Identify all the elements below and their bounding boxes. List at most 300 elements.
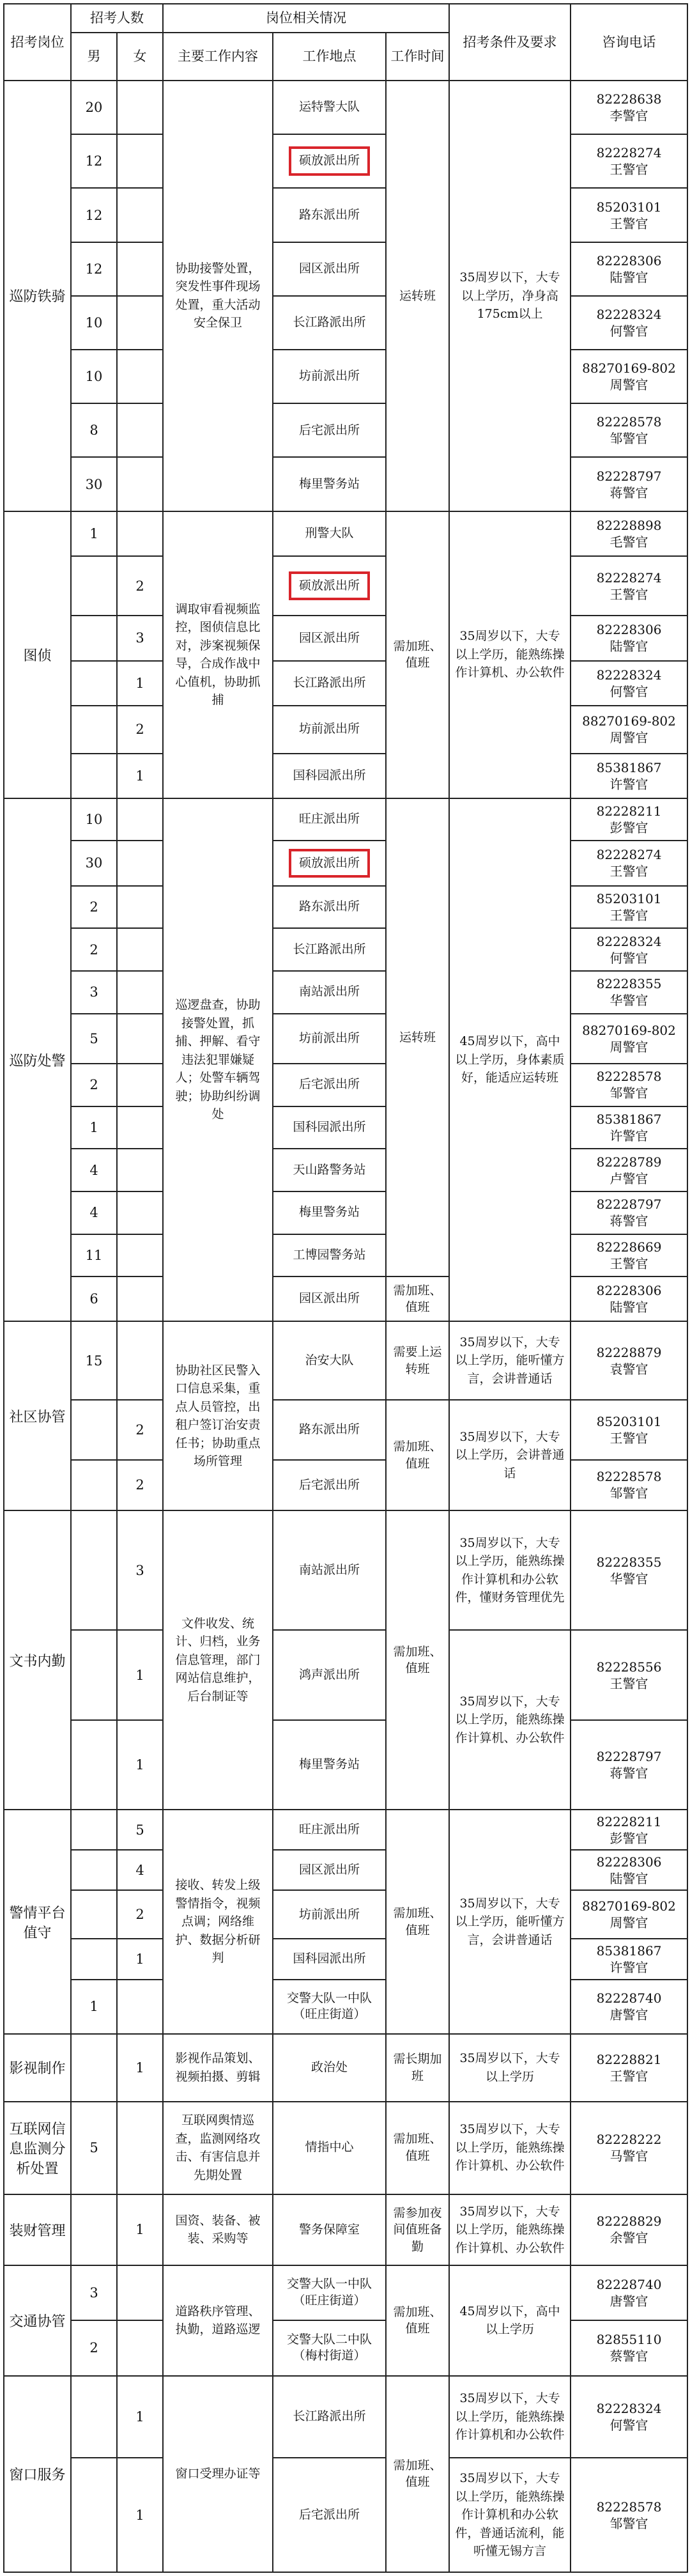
male-count: 5 bbox=[71, 1014, 117, 1064]
contact-officer: 何警官 bbox=[610, 950, 648, 966]
male-count: 4 bbox=[71, 1149, 117, 1191]
contact-phone: 82228829 bbox=[596, 2214, 662, 2230]
contact-officer: 周警官 bbox=[610, 1915, 648, 1931]
highlighted-location: 硕放派出所 bbox=[289, 571, 370, 601]
location-cell bbox=[273, 556, 386, 616]
female-count bbox=[117, 457, 163, 511]
male-count bbox=[71, 1720, 117, 1810]
female-count bbox=[117, 2320, 163, 2376]
contact-phone: 82228306 bbox=[596, 622, 662, 638]
contact-cell bbox=[571, 1850, 687, 1890]
location-cell bbox=[273, 1191, 386, 1234]
male-count bbox=[71, 2194, 117, 2266]
contact-cell bbox=[571, 1149, 687, 1191]
contact-phone: 82228578 bbox=[596, 1469, 662, 1485]
contact-officer: 彭警官 bbox=[610, 820, 648, 836]
contact-cell bbox=[571, 296, 687, 350]
table-row bbox=[4, 886, 687, 929]
table-row bbox=[4, 616, 687, 660]
table-row bbox=[4, 1064, 687, 1106]
female-count bbox=[117, 242, 163, 296]
location-cell bbox=[273, 1149, 386, 1191]
requirement-cell: 35周岁以下，大专以上学历，能听懂方言，会讲普通话 bbox=[449, 1810, 571, 2034]
contact-cell bbox=[571, 754, 687, 798]
male-count bbox=[71, 2376, 117, 2458]
location-label: 后宅派出所 bbox=[298, 1077, 360, 1092]
contact-officer: 周警官 bbox=[610, 377, 648, 393]
duty-cell: 互联网舆情巡查，监测网络攻击、有害信息并先期处置 bbox=[163, 2102, 273, 2194]
contact-cell bbox=[571, 1276, 687, 1321]
female-count bbox=[117, 841, 163, 885]
male-count: 30 bbox=[71, 841, 117, 885]
location-label: 国科园派出所 bbox=[293, 768, 366, 782]
location-cell bbox=[273, 1720, 386, 1810]
contact-phone: 82855110 bbox=[596, 2332, 662, 2348]
male-count bbox=[71, 706, 117, 754]
table-row bbox=[4, 2458, 687, 2572]
table-row bbox=[4, 1234, 687, 1277]
contact-cell bbox=[571, 1191, 687, 1234]
contact-cell bbox=[571, 511, 687, 556]
table-row bbox=[4, 754, 687, 798]
contact-cell bbox=[571, 188, 687, 242]
table-row bbox=[4, 1106, 687, 1149]
contact-cell bbox=[571, 2194, 687, 2266]
male-count: 1 bbox=[71, 1980, 117, 2035]
female-count: 1 bbox=[117, 1630, 163, 1719]
location-label: 治安大队 bbox=[305, 1353, 354, 1367]
location-cell bbox=[273, 296, 386, 350]
location-label: 坊前派出所 bbox=[298, 722, 360, 736]
header-contact: 咨询电话 bbox=[571, 4, 687, 81]
table-row bbox=[4, 350, 687, 403]
location-label: 鸿声派出所 bbox=[298, 1667, 360, 1682]
contact-cell bbox=[571, 971, 687, 1014]
contact-officer: 王警官 bbox=[610, 215, 648, 231]
contact-cell bbox=[571, 81, 687, 134]
table-row bbox=[4, 556, 687, 616]
contact-phone: 82228324 bbox=[596, 667, 662, 683]
location-cell bbox=[273, 886, 386, 929]
table-row bbox=[4, 2320, 687, 2376]
duty-cell: 调取审看视频监控，图侦信息比对，涉案视频保导，合成作战中心值机，协助抓捕 bbox=[163, 511, 273, 798]
location-cell bbox=[273, 2265, 386, 2320]
contact-officer: 彭警官 bbox=[610, 1830, 648, 1846]
location-label: 南站派出所 bbox=[298, 984, 360, 999]
contact-cell bbox=[571, 2376, 687, 2458]
location-cell bbox=[273, 928, 386, 971]
contact-officer: 蔡警官 bbox=[610, 2348, 648, 2364]
header-female: 女 bbox=[117, 33, 163, 81]
table-row bbox=[4, 798, 687, 841]
male-count bbox=[71, 1810, 117, 1850]
contact-cell bbox=[571, 2034, 687, 2101]
location-cell bbox=[273, 1850, 386, 1890]
contact-phone: 88270169-802 bbox=[582, 1898, 676, 1914]
table-row bbox=[4, 2265, 687, 2320]
contact-officer: 何警官 bbox=[610, 323, 648, 339]
contact-phone: 85381867 bbox=[596, 759, 662, 775]
contact-cell bbox=[571, 1014, 687, 1064]
recruitment-table bbox=[3, 3, 688, 2573]
contact-cell bbox=[571, 242, 687, 296]
requirement-cell: 45周岁以下，高中以上学历，身体素质好，能适应运转班 bbox=[449, 798, 571, 1322]
location-cell bbox=[273, 1064, 386, 1106]
contact-officer: 华警官 bbox=[610, 1571, 648, 1587]
contact-phone: 82228274 bbox=[596, 145, 662, 161]
work-time-cell: 需加班、值班 bbox=[386, 2376, 449, 2572]
contact-officer: 王警官 bbox=[610, 162, 648, 178]
contact-phone: 82228355 bbox=[596, 1554, 662, 1570]
female-count bbox=[117, 1106, 163, 1149]
header-position: 招考岗位 bbox=[4, 4, 71, 81]
category-cell: 交通协管 bbox=[4, 2265, 71, 2375]
contact-cell bbox=[571, 706, 687, 754]
male-count: 30 bbox=[71, 457, 117, 511]
table-row bbox=[4, 1276, 687, 1321]
table-row bbox=[4, 841, 687, 885]
duty-cell: 文件收发、统计、归档，业务信息管理，部门网站信息维护，后台制证等 bbox=[163, 1510, 273, 1810]
location-label: 路东派出所 bbox=[298, 1422, 360, 1437]
contact-phone: 82228669 bbox=[596, 1239, 662, 1255]
contact-phone: 82228306 bbox=[596, 252, 662, 268]
contact-phone: 82228556 bbox=[596, 1659, 662, 1675]
contact-officer: 邹警官 bbox=[610, 431, 648, 447]
table-row bbox=[4, 1400, 687, 1460]
female-count bbox=[117, 798, 163, 841]
location-cell bbox=[273, 2376, 386, 2458]
duty-cell: 道路秩序管理、执勤，道路巡逻 bbox=[163, 2265, 273, 2375]
location-label: 交警大队一中队（旺庄街道） bbox=[286, 2277, 372, 2308]
contact-officer: 周警官 bbox=[610, 1039, 648, 1055]
requirement-cell: 35周岁以下，大专以上学历，会讲普通话 bbox=[449, 1400, 571, 1510]
female-count: 3 bbox=[117, 616, 163, 660]
location-label: 长江路派出所 bbox=[293, 315, 366, 330]
requirement-cell: 35周岁以下，大专以上学历，能熟练操作计算机和办公软件，懂财务管理优先 bbox=[449, 1510, 571, 1630]
contact-officer: 陆警官 bbox=[610, 639, 648, 655]
contact-cell bbox=[571, 2102, 687, 2194]
requirement-cell: 35周岁以下，大专以上学历，净身高175cm以上 bbox=[449, 81, 571, 511]
contact-phone: 82228211 bbox=[596, 1813, 662, 1829]
male-count bbox=[71, 1850, 117, 1890]
category-cell: 社区协管 bbox=[4, 1321, 71, 1510]
duty-cell: 协助社区民警入口信息采集，重点人员管控，出租户签订治安责任书；协助重点场所管理 bbox=[163, 1321, 273, 1510]
male-count: 3 bbox=[71, 2265, 117, 2320]
contact-officer: 唐警官 bbox=[610, 2293, 648, 2309]
male-count bbox=[71, 1939, 117, 1979]
location-cell bbox=[273, 403, 386, 457]
female-count bbox=[117, 1191, 163, 1234]
female-count bbox=[117, 296, 163, 350]
male-count bbox=[71, 1510, 117, 1630]
location-label: 后宅派出所 bbox=[298, 423, 360, 437]
contact-cell bbox=[571, 928, 687, 971]
table-row bbox=[4, 1850, 687, 1890]
location-label: 后宅派出所 bbox=[298, 1477, 360, 1492]
contact-officer: 毛警官 bbox=[610, 534, 648, 550]
requirement-cell: 35周岁以下，大专以上学历，能熟练操作计算机、办公软件 bbox=[449, 1630, 571, 1810]
female-count bbox=[117, 188, 163, 242]
female-count: 1 bbox=[117, 661, 163, 706]
table-row bbox=[4, 296, 687, 350]
male-count: 11 bbox=[71, 1234, 117, 1277]
male-count bbox=[71, 661, 117, 706]
table-row bbox=[4, 457, 687, 511]
contact-phone: 82228578 bbox=[596, 1069, 662, 1085]
contact-officer: 陆警官 bbox=[610, 1870, 648, 1886]
location-cell bbox=[273, 1321, 386, 1400]
contact-officer: 王警官 bbox=[610, 864, 648, 880]
table-row bbox=[4, 1321, 687, 1400]
contact-cell bbox=[571, 403, 687, 457]
contact-cell bbox=[571, 134, 687, 188]
male-count bbox=[71, 1460, 117, 1511]
male-count: 2 bbox=[71, 1064, 117, 1106]
female-count: 1 bbox=[117, 1939, 163, 1979]
female-count: 2 bbox=[117, 1400, 163, 1460]
contact-cell bbox=[571, 1460, 687, 1511]
location-cell bbox=[273, 1510, 386, 1630]
contact-cell bbox=[571, 798, 687, 841]
header-count: 招考人数 bbox=[71, 4, 163, 33]
male-count bbox=[71, 556, 117, 616]
table-row bbox=[4, 661, 687, 706]
female-count: 2 bbox=[117, 1890, 163, 1939]
contact-officer: 王警官 bbox=[610, 1675, 648, 1691]
table-row bbox=[4, 928, 687, 971]
location-cell bbox=[273, 2458, 386, 2572]
location-label: 旺庄派出所 bbox=[298, 812, 360, 826]
highlighted-location: 硕放派出所 bbox=[289, 146, 370, 176]
male-count: 10 bbox=[71, 296, 117, 350]
contact-cell bbox=[571, 2265, 687, 2320]
location-cell bbox=[273, 350, 386, 403]
contact-phone: 88270169-802 bbox=[582, 361, 676, 376]
contact-phone: 82228355 bbox=[596, 976, 662, 992]
female-count: 1 bbox=[117, 754, 163, 798]
contact-officer: 袁警官 bbox=[610, 1361, 648, 1377]
contact-officer: 何警官 bbox=[610, 2417, 648, 2433]
table-row bbox=[4, 2102, 687, 2194]
contact-phone: 82228797 bbox=[596, 1748, 662, 1764]
female-count bbox=[117, 350, 163, 403]
female-count bbox=[117, 928, 163, 971]
female-count bbox=[117, 1064, 163, 1106]
female-count bbox=[117, 1276, 163, 1321]
male-count bbox=[71, 1630, 117, 1719]
location-cell bbox=[273, 242, 386, 296]
male-count bbox=[71, 1890, 117, 1939]
contact-officer: 何警官 bbox=[610, 683, 648, 699]
location-cell bbox=[273, 2320, 386, 2376]
female-count: 1 bbox=[117, 2458, 163, 2572]
contact-phone: 82228879 bbox=[596, 1344, 662, 1360]
work-time-cell: 需要上运转班 bbox=[386, 1321, 449, 1400]
category-cell: 装财管理 bbox=[4, 2194, 71, 2266]
duty-cell: 巡逻盘查，协助接警处置，抓捕、押解、看守违法犯罪嫌疑人；处警车辆驾驶；协助纠纷调处 bbox=[163, 798, 273, 1322]
contact-phone: 88270169-802 bbox=[582, 713, 676, 729]
female-count bbox=[117, 1149, 163, 1191]
location-label: 梅里警务站 bbox=[298, 476, 360, 491]
contact-phone: 82228898 bbox=[596, 517, 662, 533]
contact-phone: 82228324 bbox=[596, 306, 662, 322]
location-label: 交警大队二中队（梅村街道） bbox=[286, 2332, 372, 2363]
contact-officer: 陆警官 bbox=[610, 1300, 648, 1315]
contact-officer: 李警官 bbox=[610, 108, 648, 124]
female-count: 5 bbox=[117, 1810, 163, 1850]
work-time-cell: 需加班、值班 bbox=[386, 1400, 449, 1510]
location-cell bbox=[273, 457, 386, 511]
highlighted-location: 硕放派出所 bbox=[289, 849, 370, 878]
location-label: 梅里警务站 bbox=[298, 1757, 360, 1772]
contact-phone: 82228797 bbox=[596, 468, 662, 484]
table-row bbox=[4, 1510, 687, 1630]
location-cell bbox=[273, 754, 386, 798]
header-time: 工作时间 bbox=[386, 33, 449, 81]
contact-officer: 唐警官 bbox=[610, 2007, 648, 2023]
male-count: 12 bbox=[71, 242, 117, 296]
table-body bbox=[4, 81, 687, 2572]
location-cell bbox=[273, 1014, 386, 1064]
table-row bbox=[4, 2034, 687, 2101]
contact-officer: 王警官 bbox=[610, 1430, 648, 1446]
contact-phone: 82228789 bbox=[596, 1154, 662, 1170]
contact-cell bbox=[571, 2458, 687, 2572]
contact-officer: 许警官 bbox=[610, 776, 648, 792]
location-cell bbox=[273, 1106, 386, 1149]
location-label: 路东派出所 bbox=[298, 207, 360, 222]
contact-phone: 82228797 bbox=[596, 1197, 662, 1213]
contact-phone: 85381867 bbox=[596, 1943, 662, 1959]
location-cell bbox=[273, 841, 386, 885]
contact-phone: 82228324 bbox=[596, 933, 662, 949]
female-count bbox=[117, 403, 163, 457]
female-count bbox=[117, 511, 163, 556]
duty-cell: 协助接警处置，突发性事件现场处置，重大活动安全保卫 bbox=[163, 81, 273, 511]
duty-cell: 国资、装备、被装、采购等 bbox=[163, 2194, 273, 2266]
category-cell: 文书内勤 bbox=[4, 1510, 71, 1810]
location-cell bbox=[273, 971, 386, 1014]
table-row bbox=[4, 403, 687, 457]
contact-phone: 82228638 bbox=[596, 91, 662, 107]
male-count: 20 bbox=[71, 81, 117, 134]
location-cell bbox=[273, 1939, 386, 1979]
work-time-cell: 需加班、值班 bbox=[386, 2265, 449, 2375]
location-label: 后宅派出所 bbox=[298, 2507, 360, 2522]
location-label: 园区派出所 bbox=[298, 261, 360, 275]
contact-cell bbox=[571, 1810, 687, 1850]
contact-cell bbox=[571, 1980, 687, 2035]
contact-officer: 邹警官 bbox=[610, 1486, 648, 1501]
male-count: 12 bbox=[71, 188, 117, 242]
contact-officer: 华警官 bbox=[610, 993, 648, 1009]
contact-cell bbox=[571, 841, 687, 885]
male-count: 8 bbox=[71, 403, 117, 457]
category-cell: 警情平台值守 bbox=[4, 1810, 71, 2034]
location-cell bbox=[273, 1980, 386, 2035]
header-location: 工作地点 bbox=[273, 33, 386, 81]
duty-cell: 影视作品策划、视频拍摄、剪辑 bbox=[163, 2034, 273, 2101]
contact-cell bbox=[571, 661, 687, 706]
location-cell bbox=[273, 661, 386, 706]
location-cell bbox=[273, 81, 386, 134]
contact-phone: 85381867 bbox=[596, 1111, 662, 1127]
male-count: 1 bbox=[71, 511, 117, 556]
contact-officer: 蒋警官 bbox=[610, 1213, 648, 1229]
contact-phone: 82228740 bbox=[596, 2277, 662, 2293]
location-cell bbox=[273, 2194, 386, 2266]
male-count bbox=[71, 2458, 117, 2572]
contact-officer: 蒋警官 bbox=[610, 1765, 648, 1781]
location-label: 国科园派出所 bbox=[293, 1951, 366, 1966]
contact-phone: 82228306 bbox=[596, 1283, 662, 1299]
location-cell bbox=[273, 1234, 386, 1277]
female-count bbox=[117, 886, 163, 929]
requirement-cell: 35周岁以下，大专以上学历，能听懂方言，会讲普通话 bbox=[449, 1321, 571, 1400]
male-count: 2 bbox=[71, 886, 117, 929]
contact-phone: 82228222 bbox=[596, 2132, 662, 2148]
category-cell: 窗口服务 bbox=[4, 2376, 71, 2572]
male-count bbox=[71, 1400, 117, 1460]
male-count: 12 bbox=[71, 134, 117, 188]
contact-cell bbox=[571, 457, 687, 511]
female-count: 3 bbox=[117, 1510, 163, 1630]
male-count: 2 bbox=[71, 928, 117, 971]
requirement-cell: 35周岁以下，大专以上学历，能熟练操作计算机、办公软件 bbox=[449, 511, 571, 798]
requirement-cell: 35周岁以下，大专以上学历，能熟练操作计算机、办公软件 bbox=[449, 2102, 571, 2194]
location-label: 坊前派出所 bbox=[298, 369, 360, 384]
work-time-cell: 运转班 bbox=[386, 798, 449, 1276]
table-row bbox=[4, 1460, 687, 1511]
table-row bbox=[4, 1720, 687, 1810]
location-label: 南站派出所 bbox=[298, 1562, 360, 1577]
location-label: 长江路派出所 bbox=[293, 2409, 366, 2424]
contact-phone: 85203101 bbox=[596, 890, 662, 906]
location-cell bbox=[273, 1276, 386, 1321]
location-cell bbox=[273, 1810, 386, 1850]
male-count: 5 bbox=[71, 2102, 117, 2194]
contact-cell bbox=[571, 1510, 687, 1630]
female-count: 2 bbox=[117, 706, 163, 754]
work-time-cell: 需加班、值班 bbox=[386, 2102, 449, 2194]
location-cell bbox=[273, 1630, 386, 1719]
contact-officer: 邹警官 bbox=[610, 2515, 648, 2531]
header-requirement: 招考条件及要求 bbox=[449, 4, 571, 81]
male-count bbox=[71, 2034, 117, 2101]
location-label: 坊前派出所 bbox=[298, 1907, 360, 1921]
location-cell bbox=[273, 511, 386, 556]
female-count bbox=[117, 134, 163, 188]
contact-officer: 余警官 bbox=[610, 2230, 648, 2246]
requirement-cell: 35周岁以下，大专以上学历，能熟练操作计算机和办公软件，普通话流利，能听懂无锡方言 bbox=[449, 2458, 571, 2572]
location-label: 政治处 bbox=[310, 2060, 348, 2075]
female-count: 4 bbox=[117, 1850, 163, 1890]
female-count: 1 bbox=[117, 2376, 163, 2458]
contact-phone: 82228821 bbox=[596, 2051, 662, 2067]
contact-phone: 82228211 bbox=[596, 803, 662, 819]
category-cell: 互联网信息监测分析处置 bbox=[4, 2102, 71, 2194]
work-time-cell: 需参加夜间值班备勤 bbox=[386, 2194, 449, 2266]
location-label: 梅里警务站 bbox=[298, 1205, 360, 1220]
location-label: 警务保障室 bbox=[298, 2222, 360, 2237]
category-cell: 巡防铁骑 bbox=[4, 81, 71, 511]
location-label: 长江路派出所 bbox=[293, 675, 366, 690]
table-row bbox=[4, 1149, 687, 1191]
work-time-cell: 运转班 bbox=[386, 81, 449, 511]
location-label: 运特警大队 bbox=[298, 100, 360, 114]
female-count: 2 bbox=[117, 1460, 163, 1511]
contact-cell bbox=[571, 1939, 687, 1979]
